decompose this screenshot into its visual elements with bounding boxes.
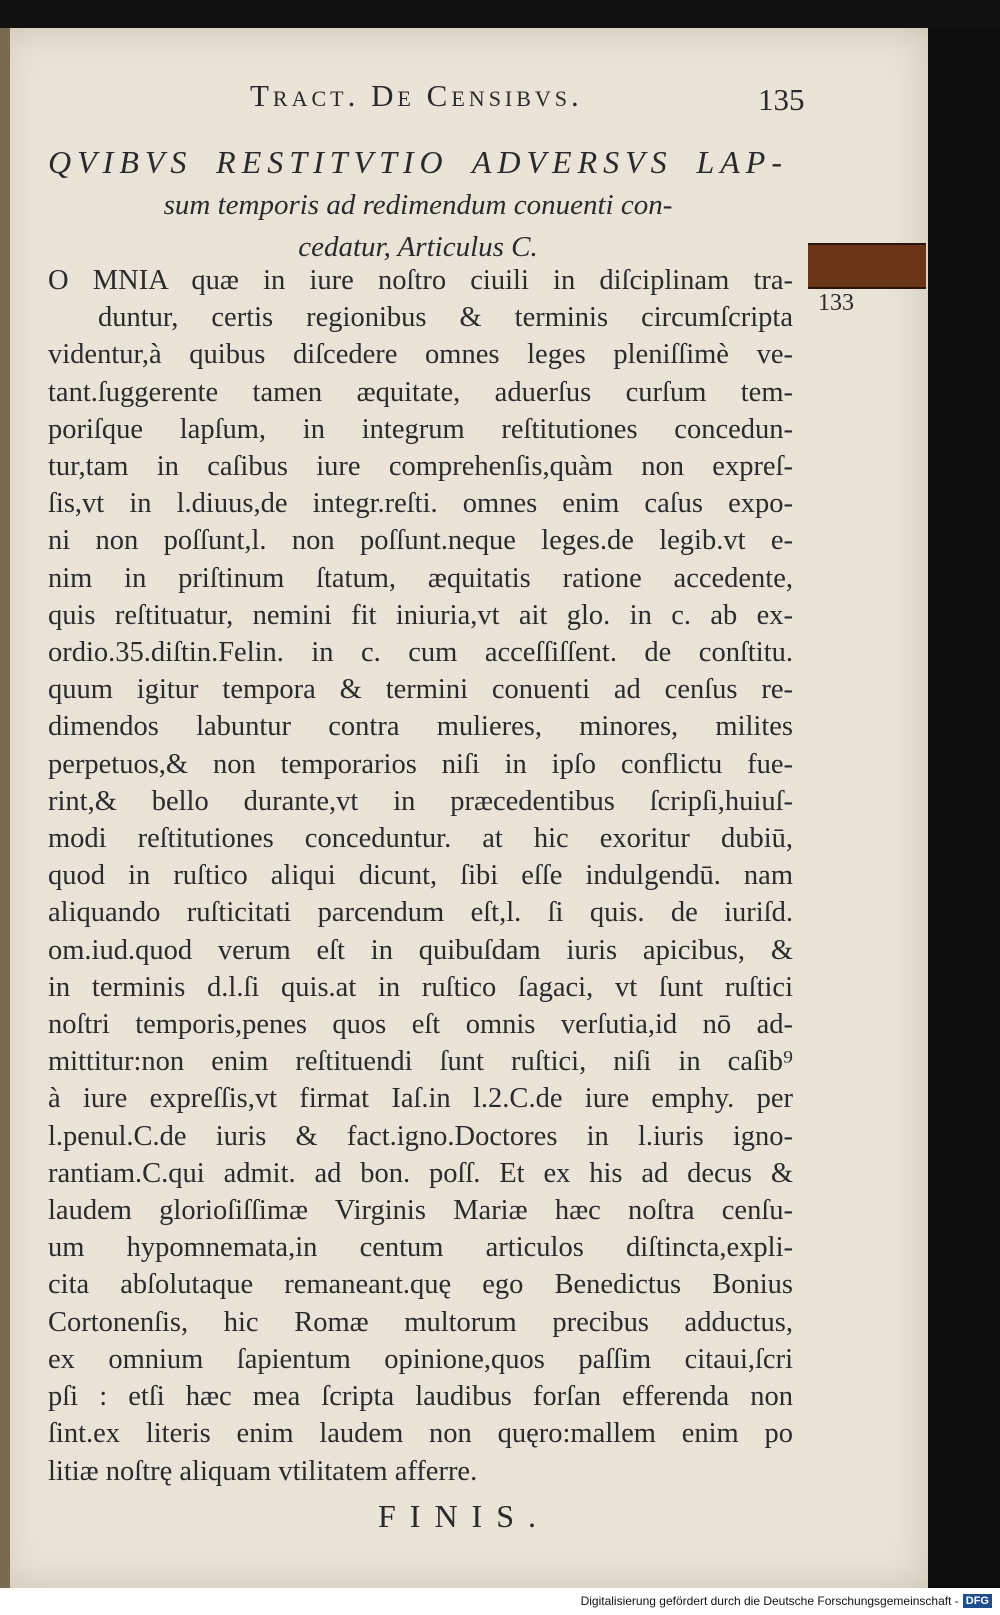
- body-line: tant.ſuggerente tamen æquitate, aduerſus curſum tem-: [48, 376, 793, 408]
- body-text: [48, 262, 793, 1490]
- digitization-credit: [581, 1594, 992, 1608]
- body-line: ſint.ex literis enim laudem non quęro:mallem enim po: [48, 1418, 793, 1450]
- body-line: quis reſtituatur, nemini fit iniuria,vt ait glo. in c. ab ex-: [48, 599, 793, 631]
- page-gutter: [0, 28, 10, 1588]
- finis-mark: FINIS.: [377, 1498, 550, 1534]
- bookmark-tab: [808, 243, 926, 289]
- body-line: à iure expreſſis,vt firmat Iaſ.in l.2.C.de iure emphy. per: [48, 1083, 793, 1115]
- body-line: Cortonenſis, hic Romæ multorum precibus adductus,: [48, 1306, 793, 1338]
- body-line: in terminis d.l.ſi quis.at in ruſtico ſagaci, vt ſunt ruſtici: [48, 971, 793, 1003]
- body-line: perpetuos,& non temporarios niſi in ipſo conflictu fue-: [48, 748, 793, 780]
- body-line: laudem glorioſiſſimæ Virginis Mariæ hæc noſtra cenſu-: [48, 1195, 793, 1227]
- body-line: cita abſolutaque remaneant.quę ego Benedictus Bonius: [48, 1269, 793, 1301]
- body-line: nim in priſtinum ſtatum, æquitatis ratione accedente,: [48, 562, 793, 594]
- body-line: mittitur:non enim reſtituendi ſunt ruſtici, niſi in caſib⁹: [48, 1046, 793, 1078]
- body-line: rantiam.C.qui admit. ad bon. poſſ. Et ex his ad decus &: [48, 1157, 793, 1189]
- body-line: ſis,vt in l.diuus,de integr.reſti. omnes enim caſus expo-: [48, 488, 793, 520]
- body-line: quod in ruſtico aliqui dicunt, ſibi eſſe indulgendū. nam: [48, 860, 793, 892]
- body-line: dimendos labuntur contra mulieres, minores, milites: [48, 711, 793, 743]
- body-line: tur,tam in caſibus iure comprehenſis,quàm non expreſ-: [48, 451, 793, 483]
- scan-background: [928, 28, 1000, 1588]
- body-line: quum igitur tempora & termini conuenti ad cenſus re-: [48, 674, 793, 706]
- page-number: 135: [758, 82, 805, 117]
- body-line: videntur,à quibus diſcedere omnes leges pleniſſimè ve-: [48, 339, 793, 371]
- body-line: om.iud.quod verum eſt in quibuſdam iuris apicibus, &: [48, 934, 793, 966]
- body-line: poriſque lapſum, in integrum reſtitutiones concedun-: [48, 413, 793, 445]
- margin-folio: 133: [818, 290, 854, 316]
- body-line: ni non poſſunt,l. non poſſunt.neque leges.de legib.vt e-: [48, 525, 793, 557]
- body-line: noſtri temporis,penes quos eſt omnis verſutia,id nō ad-: [48, 1009, 793, 1041]
- heading-line-3: cedatur, Articulus C.: [298, 231, 538, 263]
- body-line: ordio.35.diſtin.Felin. in c. cum acceſſiſſent. de conſtitu.: [48, 637, 793, 669]
- body-line: pſi : etſi hæc mea ſcripta laudibus forſan efferenda non: [48, 1381, 793, 1413]
- running-head: Tract. De Censibvs.: [250, 78, 583, 113]
- body-line: litiæ noſtrę aliquam vtilitatem afferre.: [48, 1455, 478, 1487]
- heading-line-2: sum temporis ad redimendum conuenti con-: [163, 189, 673, 221]
- body-line: um hypomnemata,in centum articulos diſtincta,expli-: [48, 1232, 793, 1264]
- dfg-logo: DFG: [963, 1594, 992, 1608]
- heading-line-1: QVIBVS RESTITVTIO ADVERSVS LAP-: [48, 144, 788, 180]
- body-line: modi reſtitutiones conceduntur. at hic exoritur dubiū,: [48, 823, 793, 855]
- body-line: duntur, certis regionibus & terminis circumſcripta: [98, 302, 793, 334]
- body-line: ex omnium ſapientum opinione,quos paſſim citaui,ſcri: [48, 1343, 793, 1375]
- credit-text: Digitalisierung gefördert durch die Deutsche Forschungsgemeinschaft -: [580, 1594, 959, 1608]
- article-heading: [48, 140, 788, 268]
- body-line: aliquando ruſticitati parcendum eſt,l. ſi quis. de iuriſd.: [48, 897, 793, 929]
- body-line: l.penul.C.de iuris & fact.igno.Doctores in l.iuris igno-: [48, 1120, 793, 1152]
- body-line: O MNIA quæ in iure noſtro ciuili in diſciplinam tra-: [48, 265, 793, 296]
- body-line: rint,& bello durante,vt in præcedentibus ſcripſi,huiuſ-: [48, 785, 793, 817]
